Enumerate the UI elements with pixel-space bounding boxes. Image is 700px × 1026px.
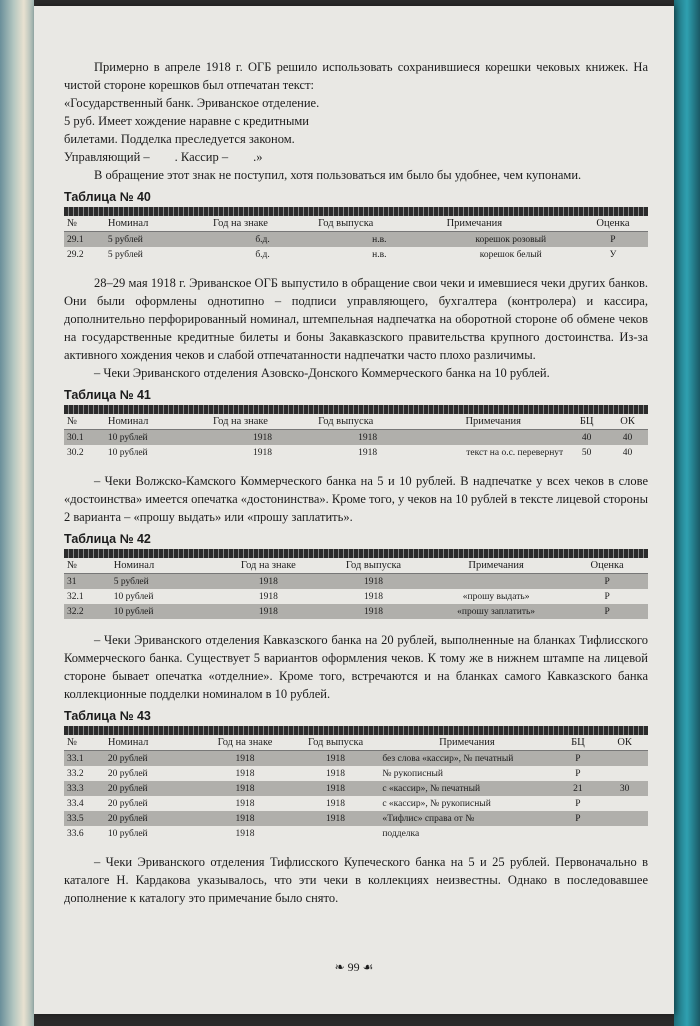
cell: 10 рублей [107, 447, 148, 458]
page-number-value: 99 [347, 960, 360, 974]
cell: 40 [622, 447, 633, 458]
col-header: № [64, 414, 105, 430]
cell: корешок белый [479, 249, 542, 260]
cell: 1918 [216, 574, 321, 590]
cell: 1918 [358, 447, 378, 458]
cell: 30.1 [64, 430, 105, 446]
cell: 1918 [235, 768, 255, 779]
cell: 1918 [258, 591, 278, 602]
cell: 33.4 [67, 798, 84, 809]
paragraph: В обращение этот знак не поступил, хотя пользоваться им было бы удобнее, чем купонами. [94, 168, 582, 182]
cell: У [609, 249, 617, 260]
cell: Р [566, 604, 648, 619]
table-title: Таблица № 43 [64, 709, 151, 723]
cell [426, 574, 566, 590]
quote-line: «Государственный банк. Эриванское отделение. [64, 96, 320, 110]
book-left-edge [0, 0, 34, 1026]
cell: № рукописный [382, 768, 443, 779]
paragraph: – Чеки Волжско-Камского Коммерческого банка на 5 и 10 рублей. В надпечатке у всех чеков в слове «достоинства» имеется опечатка «достонинства». Кроме того, у чеков на 10 рублей в тексте лицевой стороны 2 варианта – «прошу выдать» или «прошу заплатить». [64, 474, 648, 524]
col-header: Год на знаке [210, 414, 315, 430]
cell: н.в. [315, 232, 443, 248]
cell: подделка [382, 828, 420, 839]
cell: 10 рублей [111, 604, 216, 619]
cell: с «кассир», № рукописный [382, 798, 491, 809]
cell: 1918 [321, 604, 426, 619]
col-header: Примечания [444, 216, 578, 232]
cell: без слова «кассир», № печатный [379, 751, 554, 767]
data-table [64, 216, 648, 262]
cell: 1918 [326, 768, 346, 779]
cell: 1918 [198, 751, 291, 767]
table-ornament [64, 207, 648, 216]
col-header: Год выпуска [292, 735, 380, 751]
table-row [64, 232, 648, 248]
book-cover-edge [674, 0, 700, 1026]
paragraph: – Чеки Эриванского отделения Азовско-Донского Коммерческого банка на 10 рублей. [94, 366, 550, 380]
table-ornament [64, 726, 648, 735]
col-header: Оценка [578, 216, 648, 232]
cell: корешок розовый [444, 232, 578, 248]
cell: 1918 [315, 430, 420, 446]
cell: 33.1 [64, 751, 105, 767]
cell: «прошу выдать» [462, 591, 530, 602]
col-header: Год на знаке [198, 735, 291, 751]
cell: 21 [555, 781, 602, 796]
table-row [64, 811, 648, 826]
cell: 30.2 [67, 447, 84, 458]
table-row [64, 445, 648, 460]
cell: 1918 [292, 751, 380, 767]
cell: 1918 [321, 574, 426, 590]
table-row [64, 751, 648, 767]
col-header: Год выпуска [315, 216, 443, 232]
cell: 20 рублей [105, 811, 198, 826]
cell: 10 рублей [105, 430, 210, 446]
col-header: № [64, 735, 105, 751]
table-row [64, 796, 648, 811]
data-table [64, 414, 648, 460]
cell: 50 [581, 447, 592, 458]
cell: 20 рублей [107, 798, 148, 809]
col-header: Примечания [426, 558, 566, 574]
paragraph: 28–29 мая 1918 г. Эриванское ОГБ выпустило в обращение свои чеки и имевшиеся чеки других банков. Они были оформлены однотипно – подписи управляющего, бухгалтера (контролера) и кассира, дополнительно перфорированный номинал, штемпельная надпечатка на оборотной стороне об обмене чеков на государственные кредитные билеты и боны Закавказского правительства крупного достоинства. Из-за активного хождения чеков и слабой отпечатанности надпечатки часто плохо различимы. [64, 276, 648, 362]
cell: 33.2 [67, 768, 84, 779]
col-header: ОК [601, 735, 648, 751]
col-header: Год на знаке [216, 558, 321, 574]
table-row [64, 430, 648, 446]
page-content [64, 58, 648, 907]
cell: 40 [566, 430, 607, 446]
cell: 1918 [216, 604, 321, 619]
cell: 33.5 [64, 811, 105, 826]
col-header: Год выпуска [315, 414, 420, 430]
quote-line: Управляющий – . Кассир – .» [64, 150, 263, 164]
cell: текст на о.с. перевернут [466, 447, 564, 458]
cell: 29.2 [67, 249, 84, 260]
cell: «прошу заплатить» [426, 604, 566, 619]
col-header: Примечания [379, 735, 554, 751]
cell [555, 826, 602, 841]
cell: н.в. [372, 249, 387, 260]
cell [601, 751, 648, 767]
cell: 1918 [292, 811, 380, 826]
col-header: Номинал [111, 558, 216, 574]
table-42 [64, 532, 648, 619]
table-43 [64, 709, 648, 841]
cell: б.д. [210, 232, 315, 248]
cell: 32.1 [67, 591, 84, 602]
table-row [64, 766, 648, 781]
cell: 20 рублей [105, 751, 198, 767]
quote-line: 5 руб. Имеет хождение наравне с кредитными [64, 114, 309, 128]
cell: 1918 [235, 828, 255, 839]
cell: 40 [607, 430, 648, 446]
table-row [64, 781, 648, 796]
cell: Р [578, 232, 648, 248]
cell: 1918 [292, 781, 380, 796]
col-header: Примечания [420, 414, 566, 430]
book-page [34, 6, 674, 1014]
cell: 5 рублей [107, 249, 143, 260]
cell: 1918 [235, 798, 255, 809]
col-header: БЦ [566, 414, 607, 430]
page-number: ❧ 99 ☙ [334, 960, 374, 974]
cell: Р [575, 798, 581, 809]
cell [420, 430, 566, 446]
cell: 31 [64, 574, 111, 590]
cell [601, 796, 648, 811]
cell: 33.6 [67, 828, 84, 839]
col-header: Год на знаке [210, 216, 315, 232]
cell: Р [575, 768, 581, 779]
cell: 1918 [326, 798, 346, 809]
col-header: № [64, 558, 111, 574]
cell: 1918 [198, 781, 291, 796]
cell: 10 рублей [113, 591, 154, 602]
cell: 1918 [363, 591, 383, 602]
table-title: Таблица № 41 [64, 388, 151, 402]
quote-line: билетами. Подделка преследуется законом. [64, 132, 295, 146]
cell: 29.1 [64, 232, 105, 248]
col-header: ОК [607, 414, 648, 430]
cell: 1918 [210, 430, 315, 446]
cell: 5 рублей [105, 232, 210, 248]
cell: «Тифлис» справа от № [379, 811, 554, 826]
cell: 32.2 [64, 604, 111, 619]
col-header: Оценка [566, 558, 648, 574]
cell: Р [555, 751, 602, 767]
paragraph: – Чеки Эриванского отделения Кавказского банка на 20 рублей, выполненные на бланках Тифлисского Коммерческого банка. Существует 5 вариантов оформления чеков. К тому же в нижнем штампе на лицевой стороне бывает опечатка «отделние». Кроме того, встречаются и на бланках самого Кавказского банка коллекционные подделки номиналом в 10 рублей. [64, 633, 648, 701]
col-header: Год выпуска [321, 558, 426, 574]
table-row [64, 589, 648, 604]
cell: 5 рублей [111, 574, 216, 590]
cell [292, 826, 380, 841]
table-row [64, 247, 648, 262]
table-row [64, 574, 648, 590]
cell: 1918 [198, 811, 291, 826]
cell: Р [604, 591, 610, 602]
cell [601, 811, 648, 826]
paragraph: Примерно в апреле 1918 г. ОГБ решило использовать сохранившиеся корешки чековых книжек. На чистой стороне корешков был отпечатан текст: [64, 60, 648, 92]
cell: с «кассир», № печатный [379, 781, 554, 796]
table-row [64, 826, 648, 841]
cell [601, 766, 648, 781]
cell [601, 826, 648, 841]
col-header: Номинал [105, 414, 210, 430]
cell: б.д. [255, 249, 270, 260]
cell: 20 рублей [107, 768, 148, 779]
cell: Р [566, 574, 648, 590]
cell: 33.3 [64, 781, 105, 796]
col-header: Номинал [105, 216, 210, 232]
col-header: БЦ [555, 735, 602, 751]
cell: 30 [601, 781, 648, 796]
col-header: № [64, 216, 105, 232]
data-table [64, 735, 648, 841]
cell: 1918 [253, 447, 273, 458]
table-title: Таблица № 42 [64, 532, 151, 546]
table-40 [64, 190, 648, 262]
paragraph: – Чеки Эриванского отделения Тифлисского Купеческого банка на 5 и 25 рублей. Первоначально в каталоге Н. Кардакова указывалось, что эти чеки в коллекциях неизвестны. Однако в последовавшее дополнение к каталогу это примечание было снято. [64, 855, 648, 905]
table-ornament [64, 549, 648, 558]
col-header: Номинал [105, 735, 198, 751]
cell: 20 рублей [105, 781, 198, 796]
cell: 10 рублей [107, 828, 148, 839]
table-title: Таблица № 40 [64, 190, 151, 204]
table-41 [64, 388, 648, 460]
table-ornament [64, 405, 648, 414]
cell: Р [555, 811, 602, 826]
data-table [64, 558, 648, 619]
table-row [64, 604, 648, 619]
